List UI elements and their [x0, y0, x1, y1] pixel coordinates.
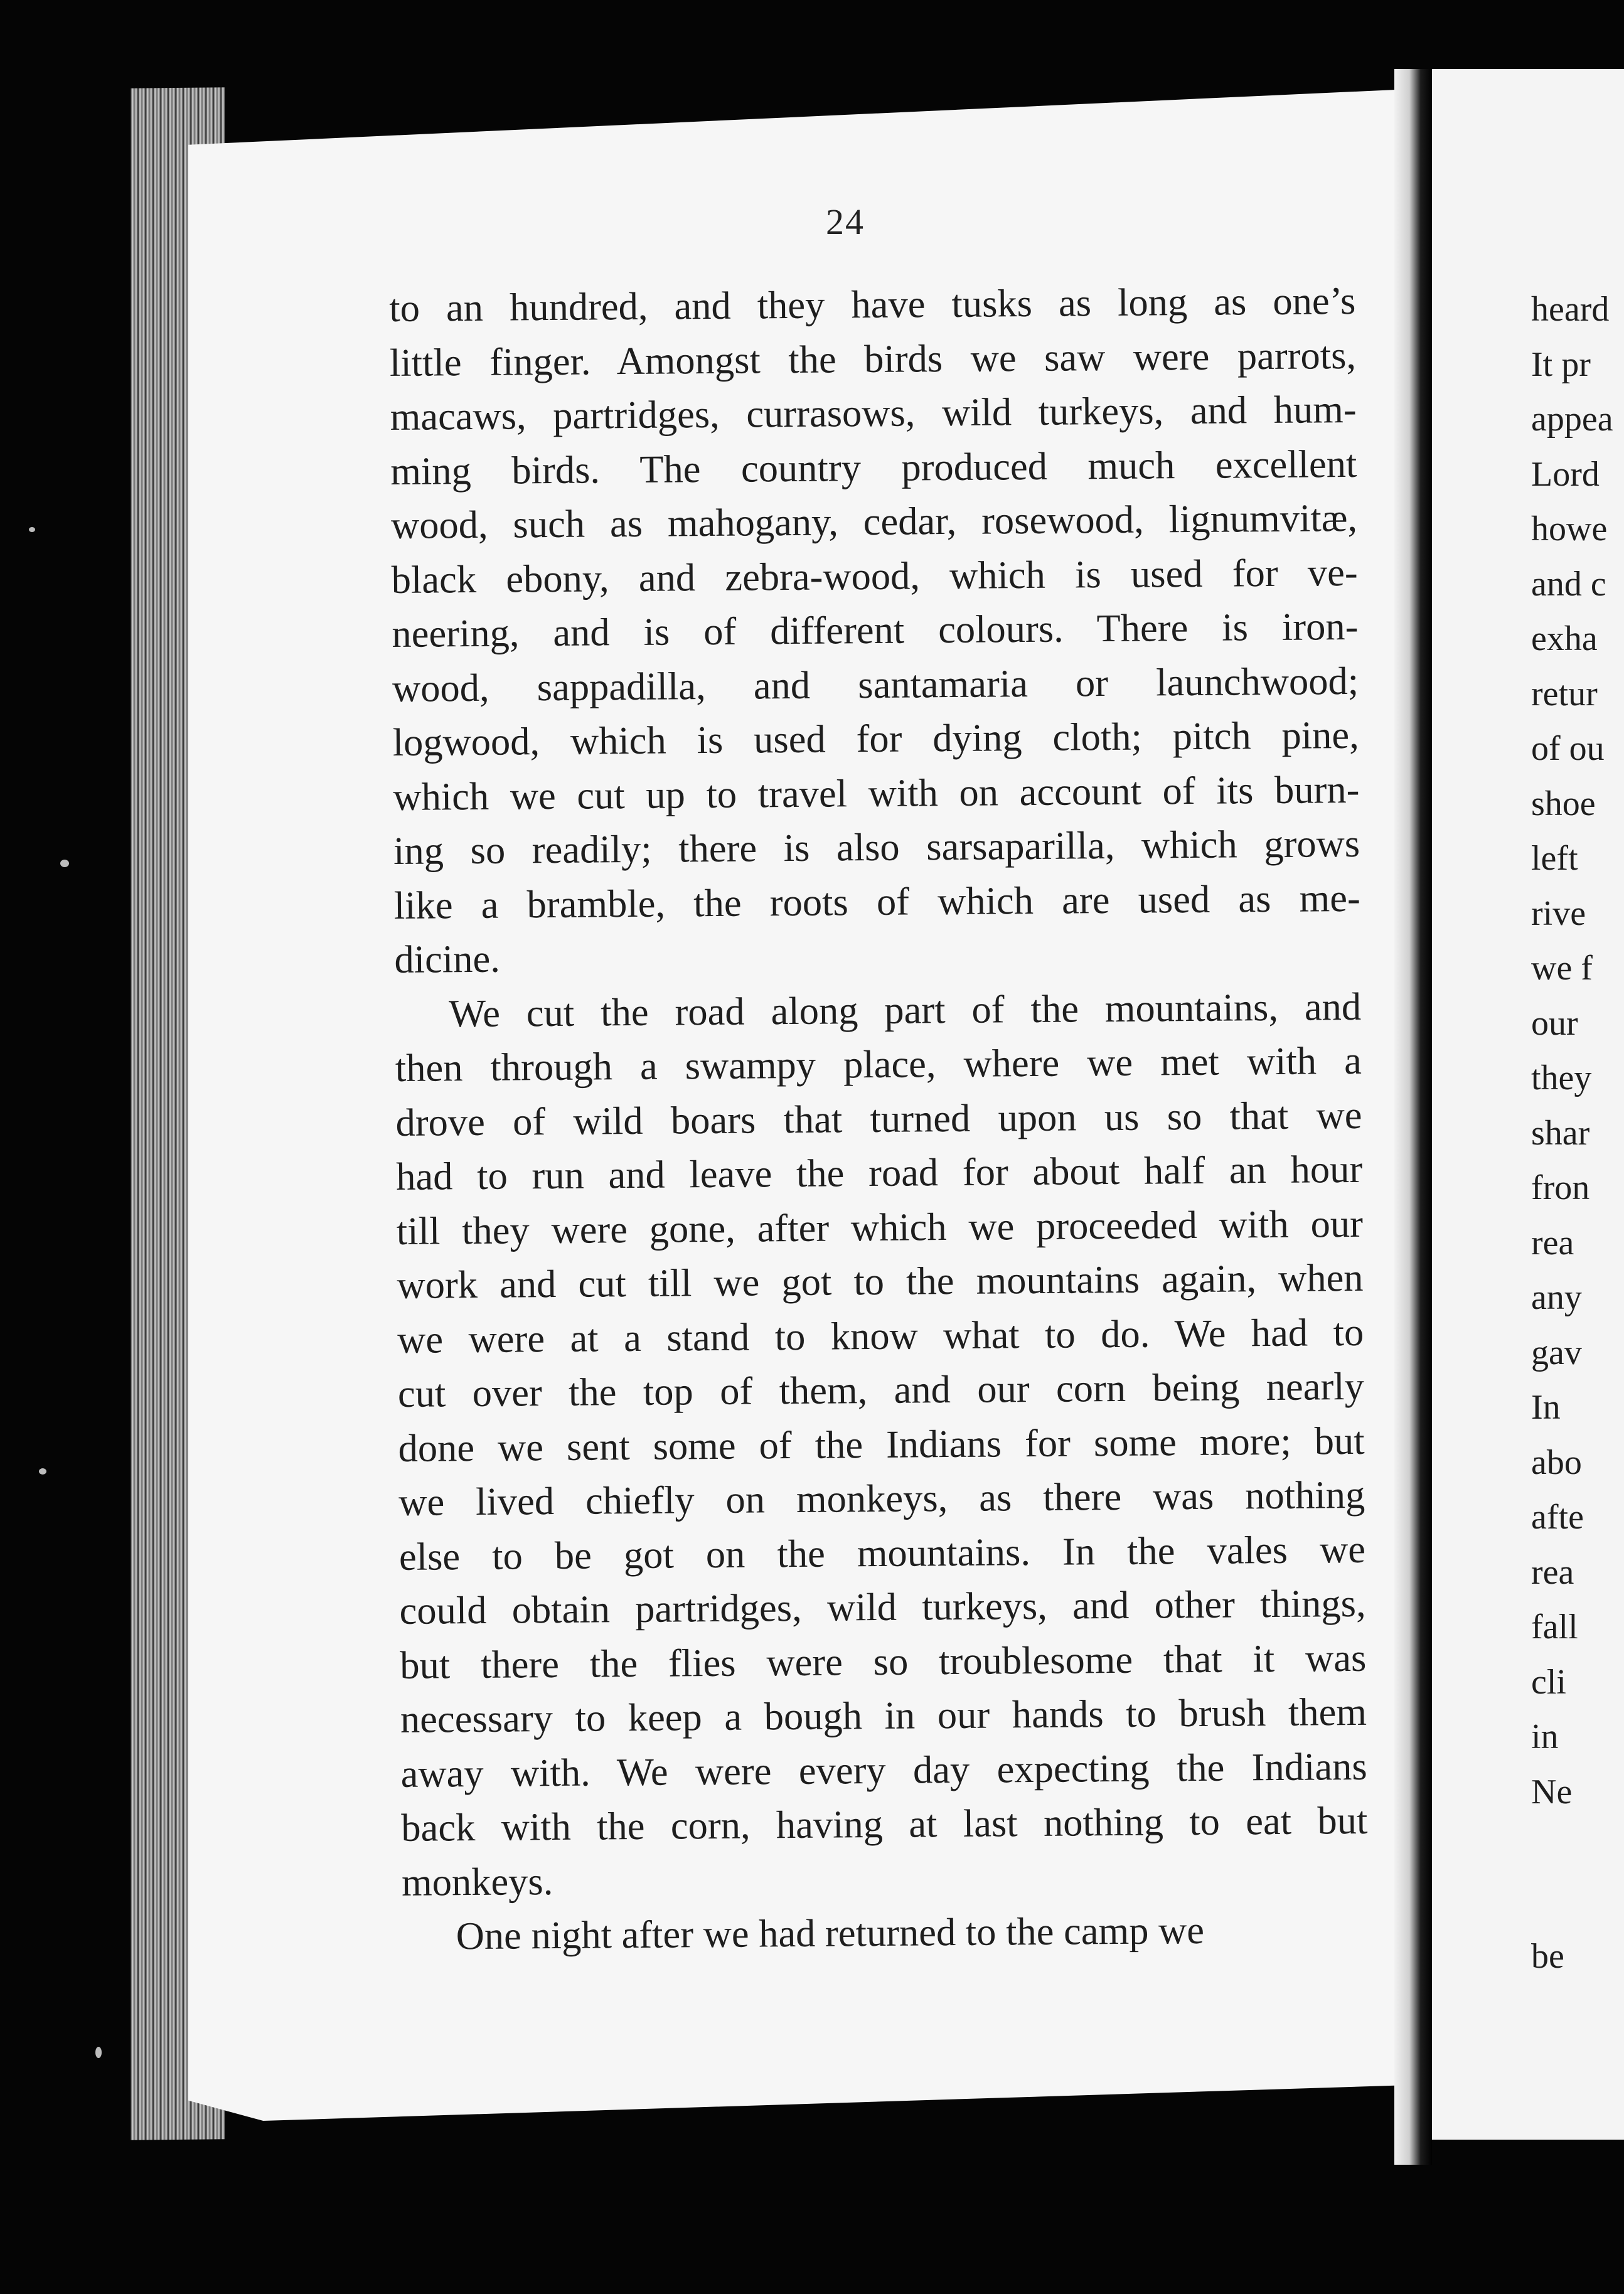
facing-text-fragment: gav: [1531, 1333, 1582, 1372]
text-line: macaws, partridges, currasows, wild turkeys, and hum-: [390, 387, 1357, 439]
text-line: wood, sappadilla, and santamaria or launchwood;: [392, 658, 1359, 710]
text-line: monkeys.: [401, 1859, 553, 1904]
facing-text-fragment: howe: [1531, 509, 1608, 548]
text-line: neering, and is of different colours. There is iron-: [392, 604, 1359, 656]
dust-speck: [95, 2047, 102, 2058]
text-line: little finger. Amongst the birds we saw were parrots,: [389, 333, 1357, 385]
text-line: wood, such as mahogany, cedar, rosewood, lignumvitæ,: [390, 495, 1358, 547]
text-line: done we sent some of the Indians for some more; but: [398, 1418, 1365, 1470]
facing-text-fragment: of ou: [1531, 729, 1605, 768]
text-line: logwood, which is used for dying cloth; pitch pine,: [392, 712, 1359, 764]
facing-text-fragment: abo: [1531, 1443, 1582, 1482]
dust-speck: [29, 527, 35, 532]
facing-text-fragment: retur: [1531, 674, 1598, 713]
facing-text-fragment: our: [1531, 1003, 1578, 1043]
text-line: had to run and leave the road for about half an hour: [395, 1146, 1363, 1198]
text-line: then through a swampy place, where we met with a: [395, 1038, 1362, 1090]
facing-text-fragment: rea: [1531, 1223, 1574, 1262]
text-line: drove of wild boars that turned upon us so that we: [395, 1092, 1362, 1144]
blank-line: [1531, 1820, 1624, 1929]
text-line: ing so readily; there is also sarsaparilla, which grows: [393, 821, 1360, 873]
facing-text-fragment: be: [1531, 1937, 1564, 1976]
text-line: away with. We were every day expecting the Indians: [400, 1744, 1367, 1796]
facing-text-fragment: and c: [1531, 564, 1606, 604]
facing-text-fragment: in: [1531, 1717, 1559, 1756]
facing-text-fragment: left: [1531, 839, 1578, 878]
book-gutter: [1394, 69, 1432, 2165]
facing-text-fragment: Lord: [1531, 454, 1600, 494]
facing-text-fragment: fall: [1531, 1608, 1578, 1646]
text-line: black ebony, and zebra-wood, which is used for ve-: [391, 550, 1358, 602]
dust-speck: [60, 860, 69, 867]
text-line: work and cut till we got to the mountains again, when: [397, 1255, 1364, 1307]
text-line: till they were gone, after which we proceeded with our: [396, 1201, 1364, 1253]
facing-text-fragment: afte: [1531, 1498, 1584, 1537]
dust-speck: [39, 1468, 46, 1475]
facing-text-fragment: cli: [1531, 1662, 1566, 1702]
text-line: which we cut up to travel with on account of its burn-: [393, 767, 1360, 819]
paragraph: [389, 274, 1361, 987]
text-line: but there the flies were so troublesome that it was: [400, 1635, 1367, 1687]
text-line: dicine.: [394, 936, 501, 981]
facing-text-fragment: In: [1531, 1388, 1561, 1427]
facing-text-fragment: shar: [1531, 1113, 1590, 1153]
facing-page-text: [1531, 282, 1624, 1985]
facing-text-fragment: rive: [1531, 894, 1586, 933]
facing-text-fragment: It pr: [1531, 344, 1591, 384]
paragraph: [402, 1902, 1369, 1964]
text-line: back with the corn, having at last nothing to eat but: [401, 1798, 1368, 1850]
text-line: we were at a stand to know what to do. We had to: [397, 1310, 1364, 1362]
text-line: could obtain partridges, wild turkeys, and other things,: [399, 1581, 1366, 1633]
facing-text-fragment: rea: [1531, 1552, 1574, 1592]
facing-text-fragment: we f: [1531, 949, 1593, 988]
text-line: we lived chiefly on monkeys, as there was nothing: [398, 1472, 1365, 1524]
facing-text-fragment: they: [1531, 1059, 1592, 1097]
facing-text-fragment: heard: [1531, 290, 1610, 329]
facing-text-fragment: shoe: [1531, 784, 1596, 823]
text-line: like a bramble, the roots of which are used as me-: [393, 875, 1361, 927]
text-line: necessary to keep a bough in our hands to brush them: [400, 1689, 1367, 1741]
text-line: One night after we had returned to the camp we: [456, 1907, 1205, 1958]
facing-text-fragment: any: [1531, 1278, 1582, 1317]
text-line: to an hundred, and they have tusks as long as one’s: [389, 278, 1356, 330]
text-line: ming birds. The country produced much excellent: [390, 441, 1357, 493]
text-line: cut over the top of them, and our corn being nearly: [397, 1363, 1365, 1416]
facing-text-fragment: Ne: [1531, 1772, 1573, 1811]
body-text: [389, 274, 1369, 1964]
text-line: else to be got on the mountains. In the vales we: [398, 1527, 1366, 1579]
text-line: We cut the road along part of the mountains, and: [448, 984, 1362, 1035]
page-number: 24: [826, 201, 865, 242]
facing-text-fragment: fron: [1531, 1168, 1590, 1207]
facing-text-fragment: appea: [1531, 400, 1613, 439]
facing-text-fragment: exha: [1531, 619, 1598, 658]
paragraph: [395, 979, 1369, 1909]
